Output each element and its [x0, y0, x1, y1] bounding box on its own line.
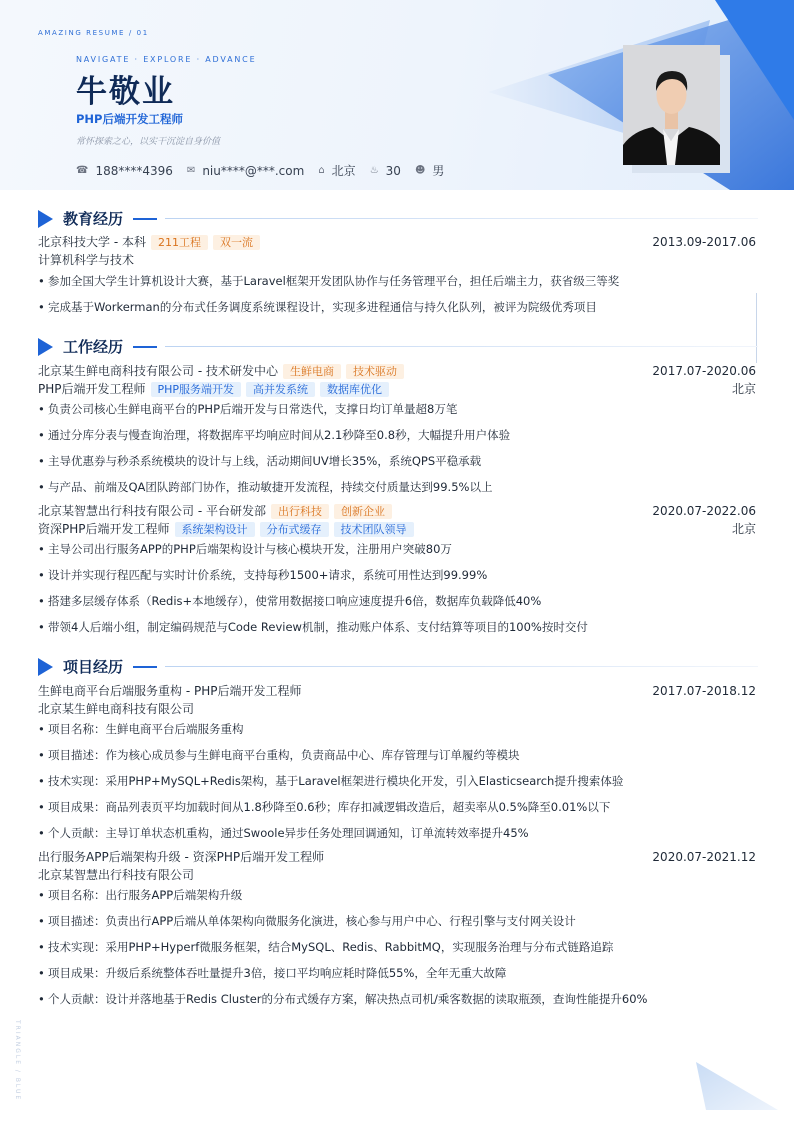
- list-item: • 完成基于Workerman的分布式任务调度系统课程设计，实现多进程通信与持久化队列，被评为院级优秀项目: [38, 300, 597, 314]
- date: 2020.07-2021.12: [652, 850, 756, 864]
- list-item: • 主导公司出行服务APP的PHP后端架构设计与核心模块开发，注册用户突破80万: [38, 542, 452, 556]
- work-company-row: [38, 503, 756, 519]
- contact-city: [318, 162, 355, 179]
- triangle-icon: [38, 338, 53, 356]
- position-title: PHP后端开发工程师: [38, 382, 146, 396]
- motto: 常怀探索之心，以实干沉淀自身价值: [76, 137, 221, 147]
- city: 北京: [731, 522, 756, 536]
- list-item: • 个人贡献：主导订单状态机重构，通过Swoole异步任务处理回调通知，订单流转效率提升45%: [38, 826, 529, 840]
- mail-icon: ✉: [186, 165, 196, 176]
- skill-tag: 数据库优化: [320, 382, 389, 397]
- contact-age: [370, 164, 401, 178]
- email-text: niu****@***.com: [202, 163, 305, 178]
- gender-text: 男: [432, 164, 445, 178]
- major: 计算机科学与技术: [38, 253, 135, 267]
- candidate-name: 牛敬业: [76, 74, 175, 110]
- school-name: 北京科技大学 - 本科: [38, 235, 146, 249]
- work-title-row: [38, 381, 756, 397]
- list-item: • 负责公司核心生鲜电商平台的PHP后端开发与日常迭代，支撑日均订单量超8万笔: [38, 402, 458, 416]
- date: 2020.07-2022.06: [652, 504, 756, 518]
- project-company: 北京某生鲜电商科技有限公司: [38, 702, 195, 716]
- list-item: • 技术实现：采用PHP+Hyperf微服务框架，结合MySQL、Redis、RabbitMQ，实现服务治理与分布式链路追踪: [38, 940, 614, 954]
- list-item: • 技术实现：采用PHP+MySQL+Redis架构，基于Laravel框架进行模块化开发，引入Elasticsearch提升搜索体验: [38, 774, 624, 788]
- date: 2017.07-2018.12: [652, 684, 756, 698]
- date: 2017.07-2020.06: [652, 364, 756, 378]
- list-item: • 通过分库分表与慢查询治理，将数据库平均响应时间从2.1秒降至0.8秒，大幅提升用户体验: [38, 428, 511, 442]
- list-item: • 与产品、前端及QA团队跨部门协作，推动敏捷开发流程，持续交付质量达到99.5%以上: [38, 480, 493, 494]
- company-tag: 技术驱动: [346, 364, 404, 379]
- section-title-text: 教育经历: [63, 210, 124, 228]
- skill-tag: 分布式缓存: [260, 522, 329, 537]
- age-text: 30: [385, 163, 401, 178]
- company-name: 北京某智慧出行科技有限公司 - 平台研发部: [38, 504, 266, 518]
- company-name: 北京某生鲜电商科技有限公司 - 技术研发中心: [38, 364, 278, 378]
- list-item: • 参加全国大学生计算机设计大赛，基于Laravel框架开发团队协作与任务管理平台，担任后端主力，获省级三等奖: [38, 274, 620, 288]
- list-item: • 项目成果：升级后系统整体吞吐量提升3倍，接口平均响应耗时降低55%，全年无重大故障: [38, 966, 507, 980]
- skill-tag: 系统架构设计: [175, 522, 255, 537]
- contact-email: [187, 164, 304, 178]
- title-line: [165, 666, 758, 667]
- list-item: • 项目名称：出行服务APP后端架构升级: [38, 888, 243, 902]
- work-title-row: [38, 521, 756, 537]
- date: 2013.09-2017.06: [652, 235, 756, 249]
- home-icon: ⌂: [318, 165, 325, 176]
- list-item: • 个人贡献：设计并落地基于Redis Cluster的分布式缓存方案，解决热点司机/乘客数据的读取瓶颈，查询性能提升60%: [38, 992, 648, 1006]
- position-title: 资深PHP后端开发工程师: [38, 522, 170, 536]
- project-name: 出行服务APP后端架构升级 - 资深PHP后端开发工程师: [38, 850, 325, 864]
- project-row: [38, 683, 756, 699]
- job-title: PHP后端开发工程师: [76, 112, 183, 126]
- list-item: • 项目描述：负责出行APP后端从单体架构向微服务化演进，核心参与用户中心、行程引擎与支付网关设计: [38, 914, 576, 928]
- smile-icon: ☻: [414, 165, 426, 176]
- slogan: NAVIGATE · EXPLORE · ADVANCE: [76, 55, 257, 64]
- school-tag: 双一流: [213, 235, 260, 250]
- company-tag: 生鲜电商: [283, 364, 341, 379]
- title-line: [165, 218, 758, 219]
- education-row: [38, 234, 756, 250]
- skill-tag: 技术团队领导: [334, 522, 414, 537]
- list-item: • 设计并实现行程匹配与实时计价系统，支持每秒1500+请求，系统可用性达到99.99%: [38, 568, 488, 582]
- avatar: [623, 45, 720, 165]
- phone-text: 188****4396: [95, 163, 173, 178]
- resume-tag: AMAZING RESUME / 01: [38, 29, 149, 37]
- contact-phone: [76, 164, 173, 178]
- list-item: • 带领4人后端小组，制定编码规范与Code Review机制，推动账户体系、支付结算等项目的100%按时交付: [38, 620, 588, 634]
- list-item: • 项目描述：作为核心成员参与生鲜电商平台重构，负责商品中心、库存管理与订单履约等模块: [38, 748, 520, 762]
- work-company-row: [38, 363, 756, 379]
- title-dash: [133, 346, 157, 348]
- list-item: • 项目名称：生鲜电商平台后端服务重构: [38, 722, 244, 736]
- footer-triangle-decoration: [696, 1062, 794, 1123]
- avatar-portrait: [623, 45, 720, 165]
- title-line: [165, 346, 758, 347]
- triangle-icon: [38, 658, 53, 676]
- section-title-text: 工作经历: [63, 338, 124, 356]
- phone-icon: ☎: [76, 165, 89, 176]
- vertical-tag: TRIANGLE / BLUE: [14, 1020, 21, 1102]
- project-name: 生鲜电商平台后端服务重构 - PHP后端开发工程师: [38, 684, 302, 698]
- section-work: [38, 336, 758, 357]
- city-text: 北京: [331, 164, 356, 178]
- section-title-text: 项目经历: [63, 658, 124, 676]
- company-tag: 出行科技: [271, 504, 329, 519]
- cake-icon: ♨: [369, 165, 379, 176]
- list-item: • 主导优惠券与秒杀系统模块的设计与上线，活动期间UV增长35%，系统QPS平稳承载: [38, 454, 482, 468]
- skill-tag: 高并发系统: [246, 382, 315, 397]
- list-item: • 项目成果：商品列表页平均加载时间从1.8秒降至0.6秒；库存扣减逻辑改造后，超卖率从0.5%降至0.01%以下: [38, 800, 611, 814]
- title-dash: [133, 666, 157, 668]
- list-item: • 搭建多层缓存体系（Redis+本地缓存），使常用数据接口响应速度提升6倍，数据库负载降低40%: [38, 594, 542, 608]
- project-row: [38, 849, 756, 865]
- title-dash: [133, 218, 157, 220]
- school-tag: 211工程: [151, 235, 208, 250]
- contact-gender: [415, 162, 444, 179]
- city: 北京: [731, 382, 756, 396]
- triangle-icon: [38, 210, 53, 228]
- section-projects: [38, 656, 758, 677]
- skill-tag: PHP服务端开发: [151, 382, 242, 397]
- contact-list: [76, 162, 458, 179]
- company-tag: 创新企业: [334, 504, 392, 519]
- project-company: 北京某智慧出行科技有限公司: [38, 868, 195, 882]
- section-education: [38, 208, 758, 229]
